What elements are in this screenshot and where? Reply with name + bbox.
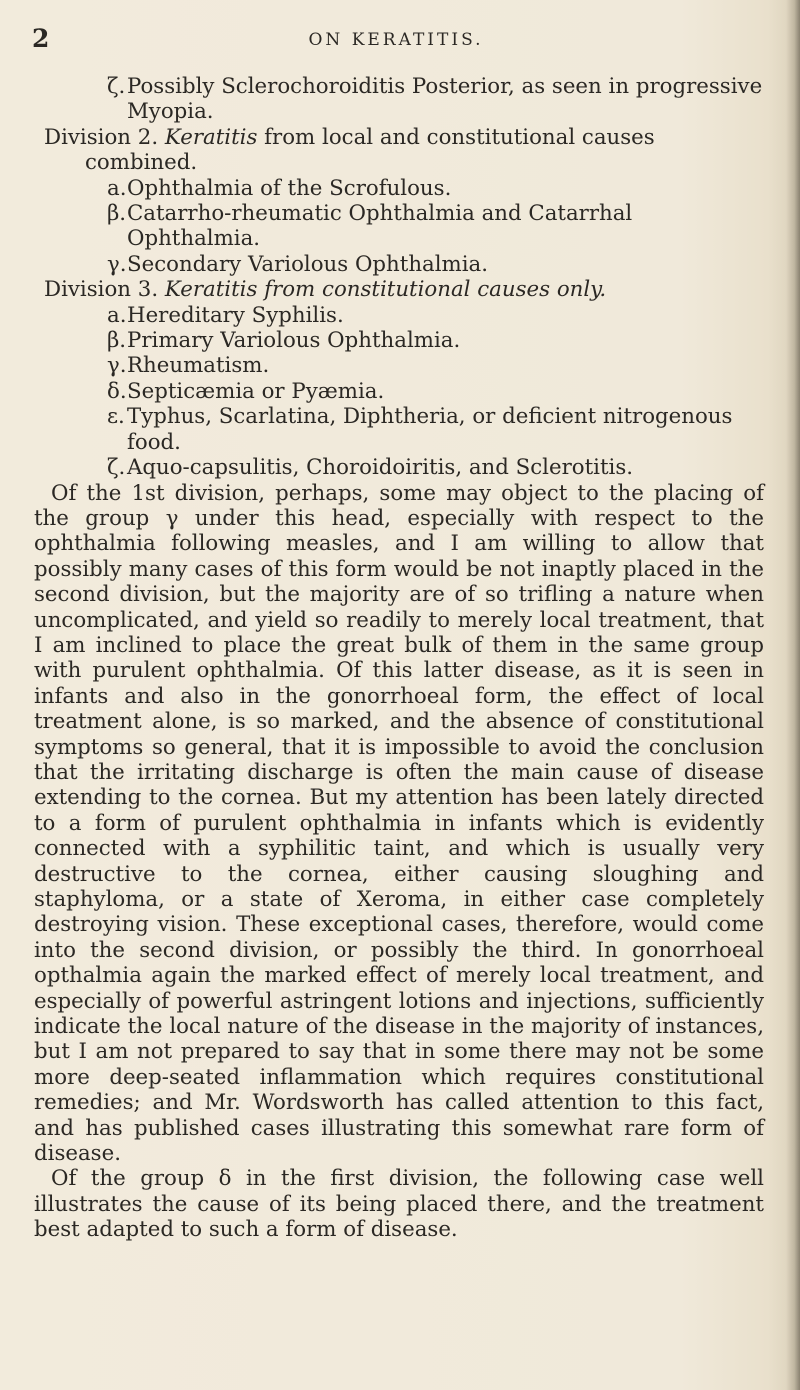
page-body (34, 74, 764, 1243)
item-marker: a. (107, 302, 127, 328)
outline-item (34, 74, 764, 125)
item-text: Primary Variolous Ophthalmia. (127, 328, 461, 354)
item-text: Hereditary Syphilis. (127, 302, 344, 328)
item-marker: γ. (107, 353, 127, 379)
division-heading (34, 277, 764, 302)
division-keyword: Keratitis (164, 277, 258, 303)
running-head: ON KERATITIS. (308, 30, 484, 50)
outline-item (34, 353, 764, 378)
division-label: Division 2. (44, 124, 159, 150)
outline-item (34, 379, 764, 404)
item-text: Rheumatism. (127, 353, 270, 379)
division-text: from local and constitutional causes combined. (85, 124, 655, 176)
division-text: from constitutional causes only. (264, 277, 607, 303)
division-label: Division 3. (44, 277, 159, 303)
item-text: Catarrho-rheumatic Ophthalmia and Catarrhal Ophthalmia. (127, 201, 633, 252)
division-heading (34, 125, 764, 176)
item-text: Possibly Sclerochoroiditis Posterior, as seen in progressive Myopia. (127, 74, 763, 125)
outline-item (34, 404, 764, 455)
page-header (32, 24, 760, 54)
item-marker: δ. (107, 378, 127, 404)
item-text: Ophthalmia of the Scrofulous. (127, 175, 452, 201)
page-edge-shadow (786, 0, 800, 1390)
outline-item (34, 455, 764, 480)
item-marker: a. (107, 175, 127, 201)
item-marker: ε. (107, 404, 125, 430)
page-number: 2 (32, 24, 51, 53)
item-text: Septicæmia or Pyæmia. (127, 378, 385, 404)
outline-item (34, 328, 764, 353)
item-marker: ζ. (107, 455, 126, 481)
item-marker: β. (107, 328, 127, 354)
item-text: Secondary Variolous Ophthalmia. (127, 251, 489, 277)
item-marker: β. (107, 201, 127, 227)
outline-item (34, 176, 764, 201)
outline-item (34, 201, 764, 252)
item-marker: ζ. (107, 74, 126, 99)
item-marker: γ. (107, 251, 127, 277)
division-keyword: Keratitis (164, 124, 258, 150)
item-text: Aquo-capsulitis, Choroidoiritis, and Sclerotitis. (127, 455, 634, 481)
item-text: Typhus, Scarlatina, Diphtheria, or deficient nitrogenous food. (127, 404, 733, 455)
body-paragraph: Of the group δ in the first division, the following case well illustrates the cause of its being placed there, and the treatment best adapted to such a form of disease. (34, 1166, 764, 1243)
outline-item (34, 303, 764, 328)
outline-item (34, 252, 764, 277)
body-paragraph: Of the 1st division, perhaps, some may object to the placing of the group γ under this head, especially with respect to the ophthalmia following measles, and I am willing to allow that possibly many cases of this form would be not inaptly placed in the second division, but the majority are of so trifling a nature when uncomplicated, and yield so readily to merely local treatment, that I am inclined to place the great bulk of them in the same group with purulent ophthalmia. Of this latter disease, as it is seen in infants and also in the gonorrhoeal form, the effect of local treatment alone, is so marked, and the absence of constitutional symptoms so general, that it is impossible to avoid the conclusion that the irritating discharge is often the main cause of disease extending to the cornea. But my attention has been lately directed to a form of purulent ophthalmia in infants which is evidently connected with a syphilitic taint, and which is usually very destructive to the cornea, either causing sloughing and staphyloma, or a state of Xeroma, in either case completely destroying vision. These exceptional cases, therefore, would come into the second division, or possibly the third. In gonorrhoeal opthalmia again the marked effect of merely local treatment, and especially of powerful astringent lotions and injections, sufficiently indicate the local nature of the disease in the majority of instances, but I am not prepared to say that in some there may not be some more deep-seated inflammation which requires constitutional remedies; and Mr. Wordsworth has called attention to this fact, and has published cases illustrating this somewhat rare form of disease. (34, 480, 764, 1167)
